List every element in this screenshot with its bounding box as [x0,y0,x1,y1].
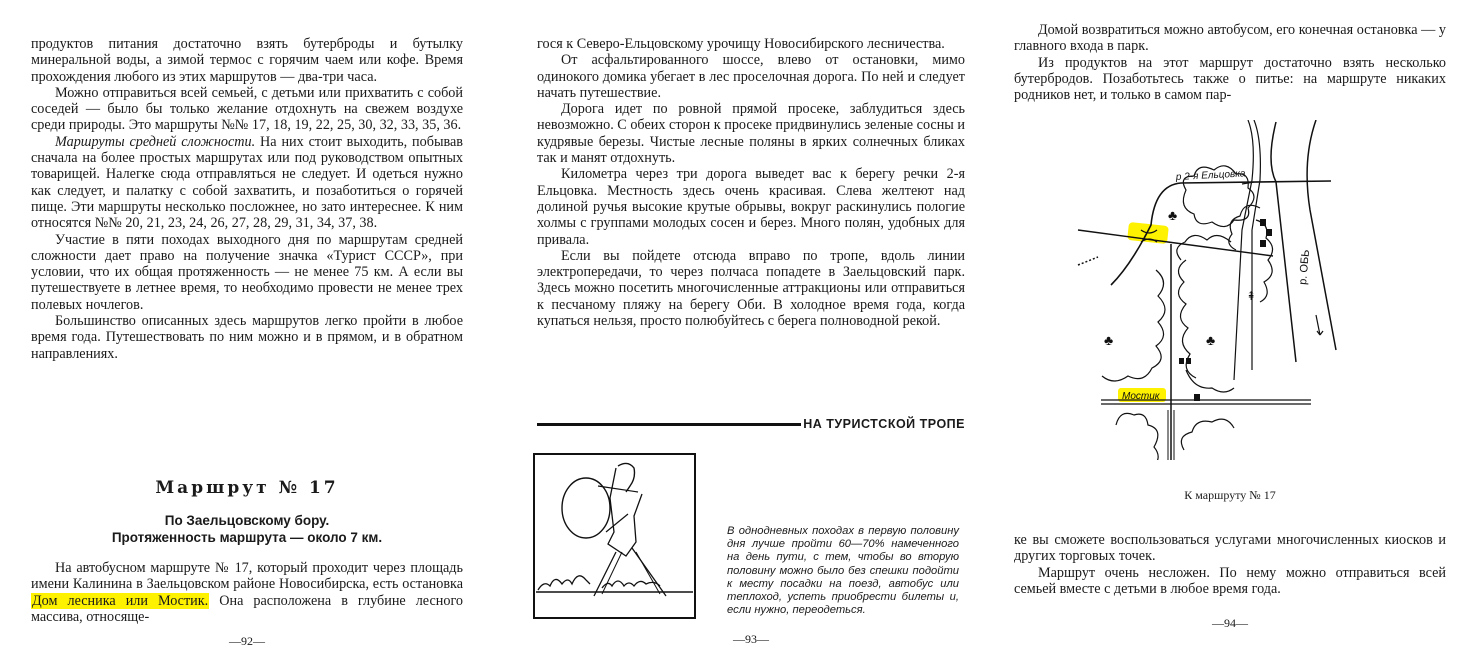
route-subtitle-length: Протяженность маршрута — около 7 км. [111,530,383,545]
paragraph-forestry: гося к Северо-Ельцовскому урочищу Новосибирского лесничества. [537,36,945,52]
svg-text:♣: ♣ [1168,209,1178,224]
section-heading [537,416,965,432]
route-map [1076,120,1376,460]
paragraph-route-intro [31,560,463,625]
svg-text:♣: ♣ [1206,334,1216,349]
paragraph-river: Километра через три дорога выведет вас к берегу речки 2-я Ельцовка. Местность здесь очень красивая. Слева желтеют над долиной ручья высокие крутые обрывы, вокруг раскинулись пологие холмы с группами молодых сосен и берез. Много полян, удобных для привала. [537,166,965,248]
paragraph-food: продуктов питания достаточно взять бутерброды и бутылку минеральной воды, а зимой термос с горячим чаем или кофе. Время прохождения любого из этих маршрутов — два-три часа. [31,36,463,85]
paragraph-park: Если вы пойдете отсюда вправо по тропе, вдоль линии электропередачи, то через полчаса попадете в Заельцовский парк. Здесь можно посетить многочисленные аттракционы или отправиться к песчаному пляжу на берегу Оби. В холодное время года, когда купаться нельзя, просто полюбуйтесь с берега полноводной рекой. [537,247,965,330]
paragraph-highway: От асфальтированного шоссе, влево от остановки, мимо одинокого домика убегает в лес проселочная дорога. По ней и следует начать путешествие. [537,52,965,101]
page-92 [31,0,463,664]
map-caption: К маршруту № 17 [1184,488,1276,502]
tip-text: В однодневных походах в первую половину дня лучше пройти 60—70% намеченного на день пути, с тем, чтобы во вторую половину можно было без спешки подойти к месту посадки на поезд, автобус или теплоход, успеть приобрести билеты и, если нужно, переодеться. [727,525,959,617]
map-stop-label: Мостик [1122,391,1160,402]
page-number: —94— [1212,616,1248,630]
paragraph-medium [31,134,463,232]
svg-text:♣: ♣ [1104,334,1114,349]
section-heading-text: НА ТУРИСТСКОЙ ТРОПЕ [803,417,965,431]
map-ob-label: р. ОБЬ [1297,249,1313,286]
paragraph-provisions: Из продуктов на этот маршрут достаточно взять несколько бутербродов. Позаботьтесь также о питье: на маршруте никаких родников нет, и только в самом пар- [1014,54,1446,104]
section-rule [537,423,801,426]
paragraph-easy-route: Маршрут очень несложен. По нему можно отправиться всей семьей вместе с детьми в любое время года. [1014,564,1446,597]
svg-text:⇞: ⇞ [1246,289,1257,303]
route-title: Маршрут № 17 [155,478,339,498]
map-river-label: р 2-я Ельцовка [1175,168,1246,183]
route-intro-continuation: Она расположена в глубине лесного массива, относяще- [31,592,463,625]
paragraph-badge: Участие в пяти походах выходного дня по маршрутам средней сложности дает право на получение значка «Турист СССР», при условии, что их общая протяженность — не менее 75 км. А если вы путешествуете в летнее время, то необходимо провести не менее трех полевых ночлегов. [31,231,463,313]
highlighted-stop-name: Дом лесника или Мостик. [32,592,209,609]
page-94 [1014,0,1446,664]
route-subtitle-name: По Заельцовскому бору. [164,513,330,528]
paragraph-kiosks: ке вы сможете воспользоваться услугами многочисленных киосков и других торговых точек. [1014,532,1446,565]
paragraph-family: Можно отправиться всей семьей, с детьми или прихватить с собой соседей — было бы только желание отдохнуть на свежем воздухе среди природы. Это маршруты №№ 17, 18, 19, 22, 25, 30, 32, 33, 35, 36. [31,84,463,134]
medium-routes-text: На них стоит выходить, побывав сначала на более простых маршрутах или под руководством опытных товарищей. Налегке сюда отправляться не следует. И одеться нужно как следует, и палатку с собой захватить, и позаботиться о горячей пище. Эти маршруты несколько посложнее, но зато интереснее. К ним относятся №№ 20, 21, 23, 24, 26, 27, 28, 29, 31, 34, 37, 38. [31,133,463,232]
paragraph-clearing: Дорога идет по ровной прямой просеке, заблудиться здесь невозможно. С обеих сторон к просеке придвинулись зеленые сосны и кудрявые березы. Чистые лесные поляны в ярких солнечных бликах так и манят отдохнуть. [537,101,965,167]
paragraph-return: Домой возвратиться можно автобусом, его конечная остановка — у главного входа в парк. [1014,22,1446,55]
paragraph-most-routes: Большинство описанных здесь маршрутов легко пройти в любое время года. Путешествовать по ним можно и в прямом, и в обратном направлениях. [31,313,463,362]
page-number: —92— [229,634,265,648]
medium-routes-label: Маршруты средней сложности. [55,133,256,150]
page-number: —93— [733,632,769,646]
route-intro-text: На автобусном маршруте № 17, который проходит через площадь имени Калинина в Заельцовском районе Новосибирска, есть остановка [31,560,463,593]
hiker-illustration [532,452,697,620]
page-93 [537,0,965,664]
